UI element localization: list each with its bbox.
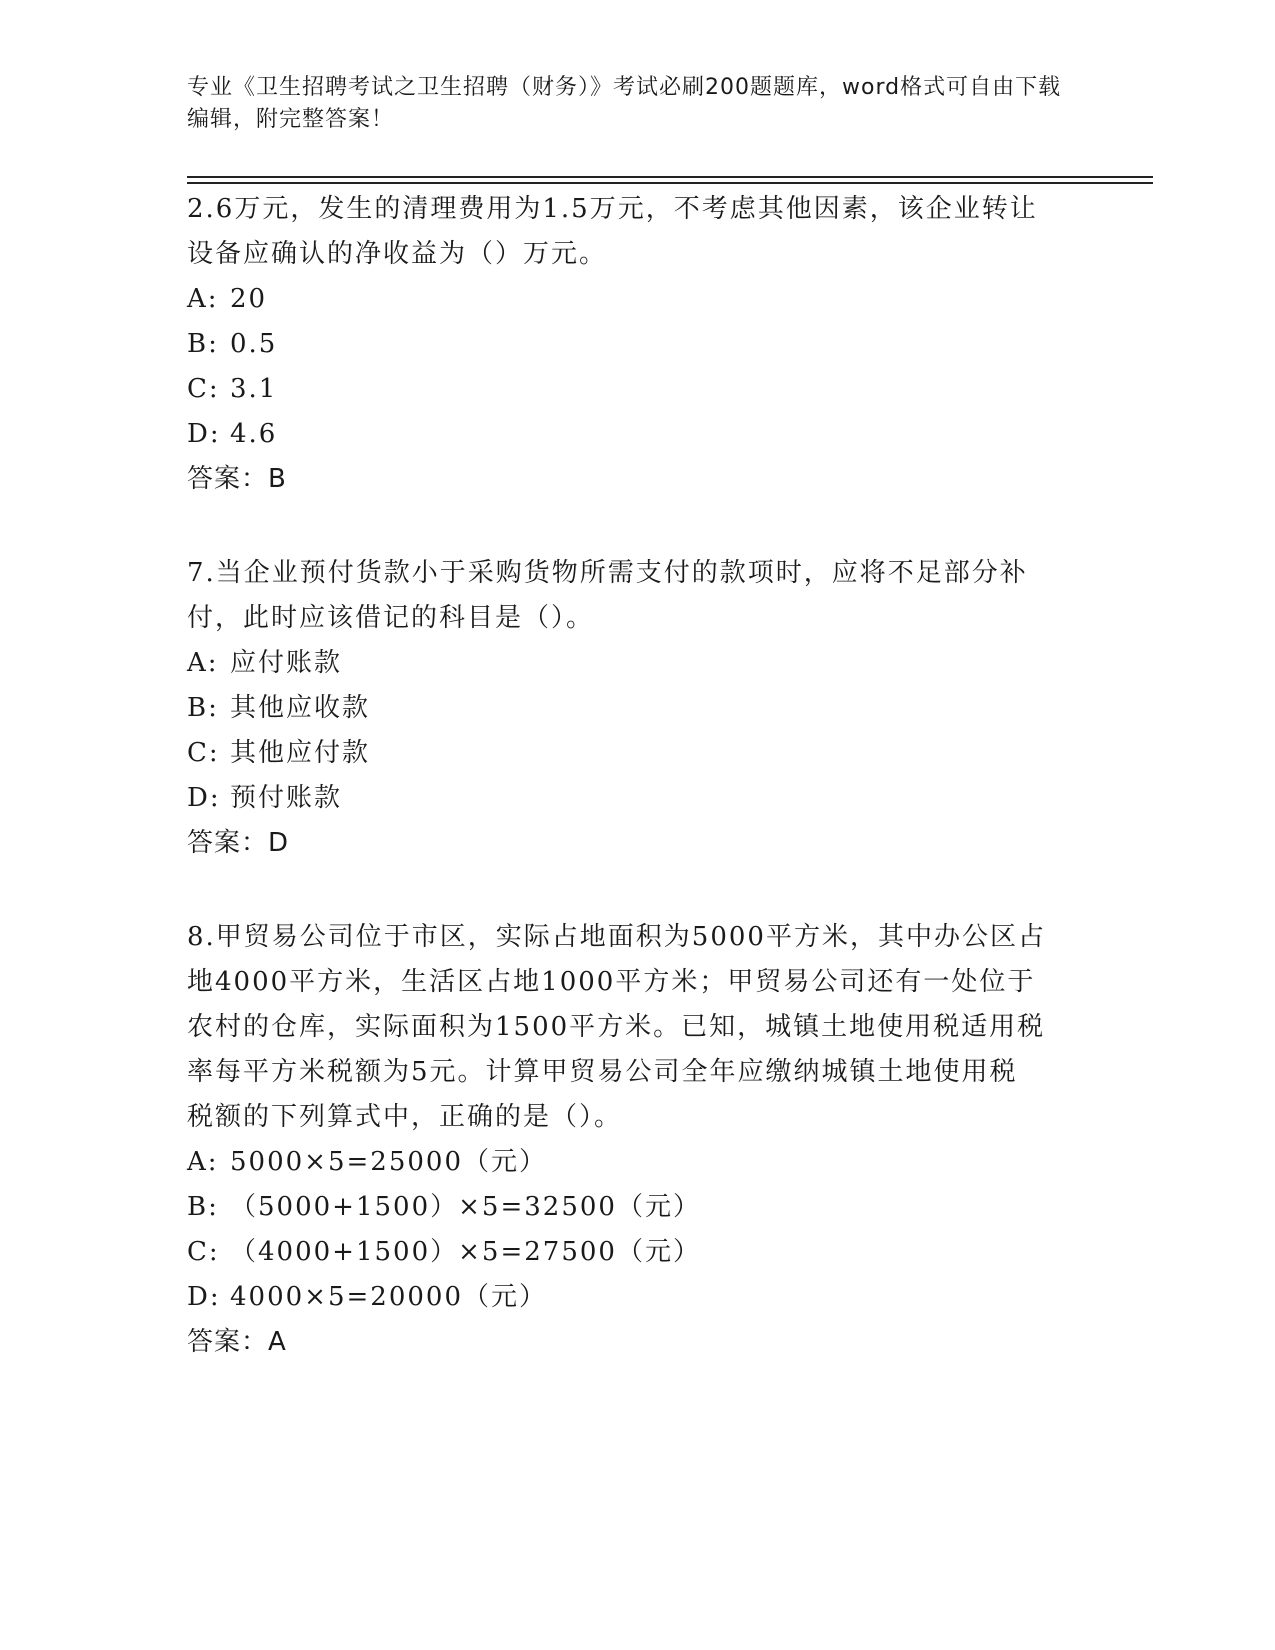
- option-value: 其他应收款: [230, 693, 371, 723]
- question-text-line: 税额的下列算式中，正确的是（）。: [187, 1102, 623, 1132]
- option-value: 其他应付款: [230, 738, 371, 768]
- option-d: [187, 412, 1087, 457]
- option-value: （4000+1500）×5=27500（元）: [230, 1237, 701, 1267]
- option-b: [187, 1185, 1087, 1230]
- option-a: [187, 1140, 1087, 1185]
- option-b: [187, 322, 1087, 367]
- option-value: 3.1: [230, 374, 278, 404]
- option-d: [187, 776, 1087, 821]
- option-key: B:: [187, 329, 219, 359]
- question-text-line: 2.6万元，发生的清理费用为1.5万元，不考虑其他因素，该企业转让: [187, 194, 1038, 224]
- option-b: [187, 686, 1087, 731]
- option-value: 4.6: [230, 419, 278, 449]
- option-value: 0.5: [230, 329, 278, 359]
- option-key: C:: [187, 374, 220, 404]
- question-text-line: 地4000平方米，生活区占地1000平方米；甲贸易公司还有一处位于: [187, 967, 1036, 997]
- option-a: [187, 277, 1087, 322]
- option-value: （5000+1500）×5=32500（元）: [230, 1192, 701, 1222]
- option-value: 5000×5=25000（元）: [230, 1147, 547, 1177]
- question-text-line: 付，此时应该借记的科目是（）。: [187, 603, 595, 633]
- question-text-line: 农村的仓库，实际面积为1500平方米。已知，城镇土地使用税适用税: [187, 1012, 1046, 1042]
- option-c: [187, 731, 1087, 776]
- option-key: B:: [187, 1192, 219, 1222]
- question-block: [187, 915, 1087, 1364]
- option-c: [187, 1230, 1087, 1275]
- option-d: [187, 1275, 1087, 1320]
- question-text-line: 设备应确认的净收益为（）万元。: [187, 239, 608, 269]
- answer-line: 答案：D: [187, 828, 290, 858]
- option-value: 20: [230, 284, 268, 314]
- answer-line: 答案：B: [187, 464, 287, 494]
- option-value: 预付账款: [230, 783, 343, 813]
- option-key: C:: [187, 738, 220, 768]
- option-value: 应付账款: [230, 648, 343, 678]
- option-key: D:: [187, 1282, 221, 1312]
- option-key: A:: [187, 284, 219, 314]
- question-block: [187, 187, 1087, 501]
- question-text-line: 率每平方米税额为5元。计算甲贸易公司全年应缴纳城镇土地使用税: [187, 1057, 1018, 1087]
- option-key: C:: [187, 1237, 220, 1267]
- option-key: B:: [187, 693, 219, 723]
- question-text-line: 7.当企业预付货款小于采购货物所需支付的款项时，应将不足部分补: [187, 558, 1028, 588]
- option-key: A:: [187, 648, 219, 678]
- header-divider: [187, 176, 1153, 178]
- answer-line: 答案：A: [187, 1327, 287, 1357]
- option-value: 4000×5=20000（元）: [230, 1282, 547, 1312]
- question-block: [187, 551, 1087, 865]
- document-header: 专业《卫生招聘考试之卫生招聘（财务）》考试必刷200题题库，word格式可自由下载编辑，附完整答案！: [187, 75, 1062, 132]
- option-key: D:: [187, 783, 221, 813]
- header-divider: [187, 182, 1153, 184]
- question-text-line: 8.甲贸易公司位于市区，实际占地面积为5000平方米，其中办公区占: [187, 922, 1046, 952]
- option-a: [187, 641, 1087, 686]
- option-c: [187, 367, 1087, 412]
- option-key: D:: [187, 419, 221, 449]
- option-key: A:: [187, 1147, 219, 1177]
